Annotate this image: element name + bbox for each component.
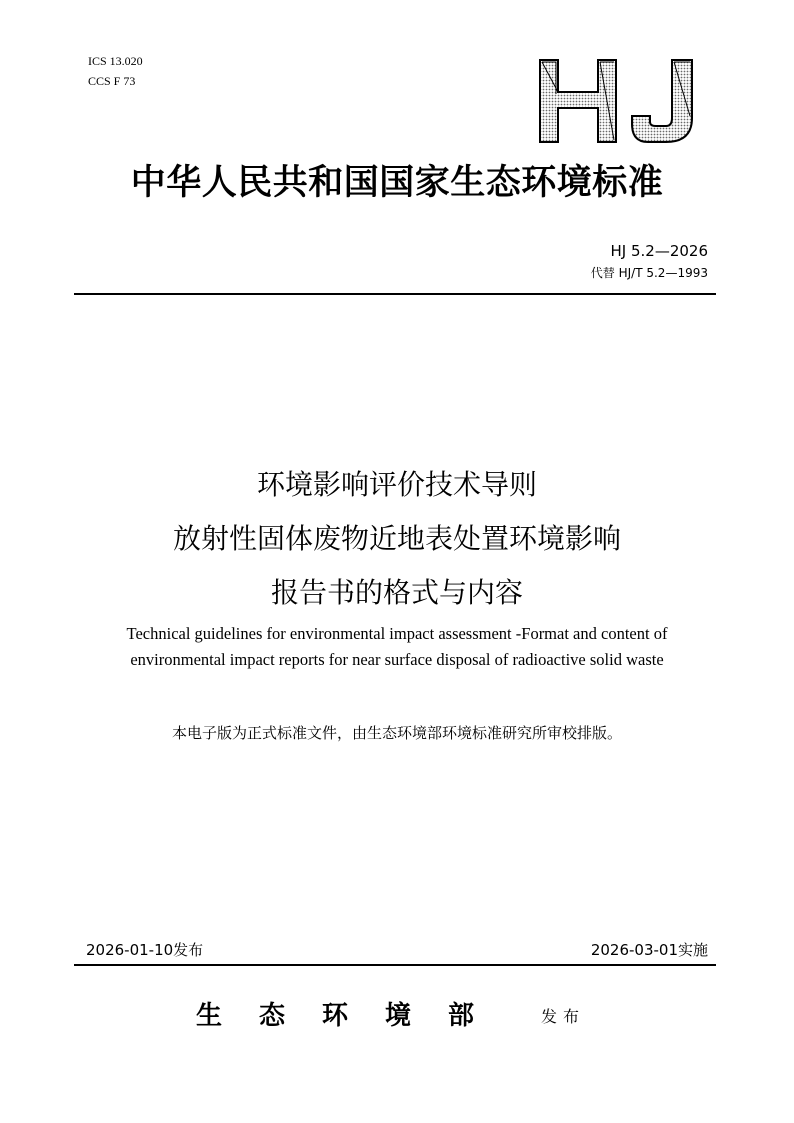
issue-date: 2026-01-10发布 [86,941,204,959]
top-rule [74,293,716,295]
implementation-date: 2026-03-01实施 [590,941,708,959]
electronic-version-notice: 本电子版为正式标准文件，由生态环境部环境标准研究所审校排版。 [171,724,622,742]
ics-code: ICS 13.020 [88,54,143,68]
standard-name: 中华人民共和国国家生态环境标准 [130,162,664,203]
publish-word: 发布 [541,1007,586,1026]
publisher: 生态环境部 [196,1001,512,1031]
replaces-standard: 代替 HJ/T 5.2—1993 [590,266,708,280]
ccs-code: CCS F 73 [88,74,136,88]
standard-number: HJ 5.2—2026 [610,242,708,260]
bottom-rule [74,964,716,966]
title-cn-line2: 放射性固体废物近地表处置环境影响 [172,522,621,555]
title-cn-line1: 环境影响评价技术导则 [256,468,537,501]
title-cn-line3: 报告书的格式与内容 [270,576,523,609]
title-en: Technical guidelines for environmental impact assessment -Format and content of environmental impact reports for near surface disposal of radioactive solid waste [126,624,668,669]
hj-logo [536,58,698,144]
